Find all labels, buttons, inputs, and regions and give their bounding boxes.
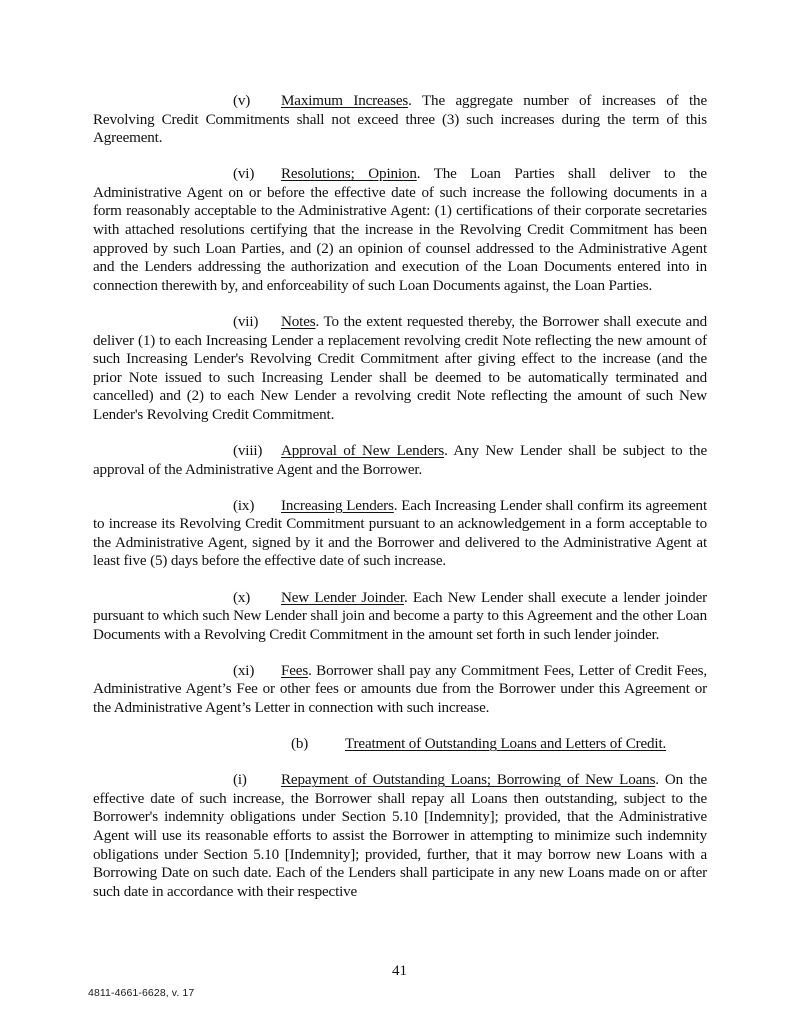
paragraph-x: [93, 589, 707, 645]
paragraph-xi: [93, 662, 707, 718]
paragraph-heading-punctuation: .: [444, 443, 448, 459]
paragraph-heading-punctuation: .: [315, 313, 320, 330]
paragraph-vi: [93, 165, 707, 295]
paragraph-marker: (vi): [233, 166, 255, 183]
document-body: [93, 92, 707, 901]
paragraph-heading-punctuation: .: [655, 772, 659, 789]
paragraph-text: To the extent requested thereby, the Borrower shall execute and deliver (1) to each Increasing Lender a replacement revolving credit Note reflecting the new amount of such Increasing Lender's Revolving Credit Commitment after giving effect to the increase (and the prior Note issued to such Increasing Lender shall be deemed to be automatically terminated and cancelled) and (2) to each New Lender a revolving credit Note reflecting the amount of such New Lender's Revolving Credit Commitment.: [93, 313, 707, 423]
paragraph-marker: (i): [233, 772, 247, 789]
paragraph-b-i: [93, 771, 707, 901]
paragraph-heading: Increasing Lenders: [281, 497, 394, 514]
paragraph-viii: [93, 442, 707, 479]
subsection-marker: (b): [291, 736, 309, 753]
paragraph-text: The Loan Parties shall deliver to the Administrative Agent on or before the effective date of such increase the following documents in a form reasonably acceptable to the Administrative Agent: (1) certifications of their corporate secretaries with attached resolutions certifying that the increase in the Revolving Credit Commitment has been approved by such Loan Parties, and (2) an opinion of counsel addressed to the Administrative Agent and the Lenders addressing the authorization and execution of the Loan Documents entered into in connection therewith by, and enforceability of such Loan Documents against, the Loan Parties.: [93, 166, 707, 294]
paragraph-heading-punctuation: .: [393, 497, 398, 514]
paragraph-text: Borrower shall pay any Commitment Fees, Letter of Credit Fees, Administrative Agent’s Fee or other fees or amounts due from the Borrower under this Agreement or the Administrative Agent’s Letter in connection with such increase.: [93, 662, 707, 717]
paragraph-ix: [93, 497, 707, 571]
paragraph-vii: [93, 313, 707, 425]
paragraph-marker: (x): [233, 589, 251, 606]
paragraph-v: [93, 92, 707, 148]
paragraph-heading: Maximum Increases: [281, 93, 409, 109]
paragraph-heading-punctuation: .: [403, 589, 408, 606]
subsection-heading-text: Treatment of Outstanding Loans and Letters of Credit.: [345, 736, 667, 753]
paragraph-heading-punctuation: .: [408, 93, 412, 109]
subsection-b-heading: [93, 735, 707, 754]
paragraph-heading: Notes: [281, 313, 316, 330]
paragraph-marker: (v): [233, 93, 251, 109]
paragraph-text: On the effective date of such increase, the Borrower shall repay all Loans then outstanding, subject to the Borrower's indemnity obligations under Section 5.10 [Indemnity]; provided, that the Administrative Agent will use its reasonable efforts to assist the Borrower in attempting to minimize such indemnity obligations under Section 5.10 [Indemnity]; provided, further, that it may borrow new Loans with a Borrowing Date on such date. Each of the Lenders shall participate in any new Loans made on or after such date in accordance with their respective: [93, 772, 708, 900]
paragraph-marker: (xi): [233, 662, 255, 679]
paragraph-text: Each Increasing Lender shall confirm its agreement to increase its Revolving Credit Commitment pursuant to an acknowledgement in a form acceptable to the Administrative Agent, signed by it and the Borrower and delivered to the Administrative Agent at least five (5) days before the effective date of such increase.: [93, 497, 707, 570]
paragraph-text: Each New Lender shall execute a lender joinder pursuant to which such New Lender shall join and become a party to this Agreement and the other Loan Documents with a Revolving Credit Commitment in the amount set forth in such lender joinder.: [93, 589, 707, 643]
paragraph-heading: Approval of New Lenders: [281, 443, 445, 459]
paragraph-marker: (ix): [233, 497, 255, 514]
paragraph-heading: Resolutions; Opinion: [281, 166, 417, 183]
document-reference: 4811-4661-6628, v. 17: [88, 987, 195, 999]
paragraph-marker: (viii): [233, 443, 263, 459]
paragraph-heading-punctuation: .: [416, 166, 421, 183]
paragraph-heading-punctuation: .: [308, 662, 312, 679]
page-number: 41: [391, 963, 408, 979]
paragraph-heading: Fees: [281, 662, 309, 679]
paragraph-text: The aggregate number of increases of the Revolving Credit Commitments shall not exceed three (3) such increases during the term of this Agreement.: [93, 93, 707, 147]
paragraph-heading: Repayment of Outstanding Loans; Borrowing of New Loans: [281, 772, 656, 789]
paragraph-heading: New Lender Joinder: [281, 589, 404, 606]
paragraph-marker: (vii): [233, 313, 259, 330]
paragraph-text: Any New Lender shall be subject to the approval of the Administrative Agent and the Borrower.: [93, 443, 707, 478]
